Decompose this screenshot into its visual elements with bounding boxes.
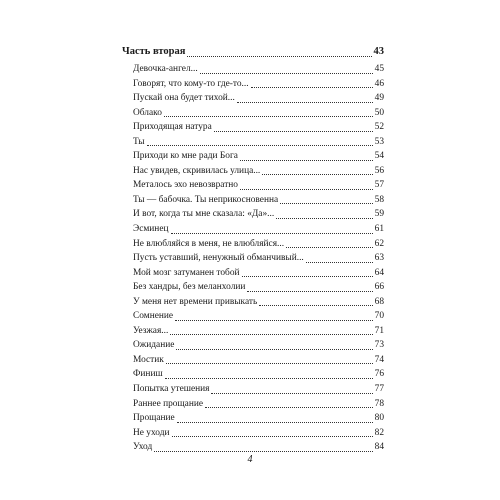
toc-entry-page-number: 62 <box>374 238 384 249</box>
toc-entry-title: Не уходи <box>133 427 170 438</box>
toc-entry <box>133 411 384 426</box>
toc-entry-title: Прощание <box>133 413 175 424</box>
toc-entry-page-number: 50 <box>374 107 384 118</box>
toc-entry-page-number: 82 <box>374 427 384 438</box>
toc-entry-title: У меня нет времени привыкать <box>133 296 258 307</box>
dot-leader <box>170 324 372 335</box>
section-title: Часть вторая <box>122 46 186 57</box>
toc-entry <box>133 367 384 382</box>
dot-leader <box>240 179 373 190</box>
toc-entry <box>133 440 384 455</box>
toc-entry <box>133 426 384 441</box>
toc-entry-title: Попытка утешения <box>133 384 210 395</box>
toc-entry-title: Не влюбляйся в меня, не влюбляйся... <box>133 238 285 249</box>
toc-entry-title: Без хандры, без меланхолии <box>133 282 246 293</box>
toc-entry-title: Облако <box>133 107 162 118</box>
toc-entry-title: Мой мозг затуманен тобой <box>133 267 240 278</box>
toc-entries <box>133 62 384 455</box>
dot-leader <box>276 208 372 219</box>
toc-entry-page-number: 45 <box>374 64 384 74</box>
toc-entry <box>133 164 384 179</box>
toc-entry-title: Сомнение <box>133 311 174 322</box>
dot-leader <box>177 412 373 423</box>
toc-entry <box>133 149 384 164</box>
toc-entry <box>133 120 384 135</box>
toc-entry <box>133 193 384 208</box>
dot-leader <box>240 150 373 161</box>
toc-entry-page-number: 80 <box>374 413 384 424</box>
toc-entry <box>133 309 384 324</box>
toc-entry <box>133 222 384 237</box>
toc-entry-page-number: 58 <box>374 194 384 205</box>
toc-entry-title: Уезжая... <box>133 325 169 336</box>
dot-leader <box>247 281 372 292</box>
dot-leader <box>176 339 372 350</box>
toc-entry-page-number: 78 <box>374 398 384 409</box>
dot-leader <box>262 164 372 175</box>
toc-entry-page-number: 71 <box>374 325 384 336</box>
toc-entry-page-number: 61 <box>374 224 384 235</box>
toc-entry <box>133 62 384 77</box>
toc-entry-title: Приходящая натура <box>133 122 212 133</box>
toc-entry-page-number: 54 <box>374 151 384 162</box>
toc-entry-title: Мостик <box>133 354 164 365</box>
toc-entry-title: Девочка-ангел... <box>133 64 198 74</box>
toc-entry-title: Уход <box>133 442 153 453</box>
toc-entry-title: Приходи ко мне ради Бога <box>133 151 238 162</box>
toc-entry-title: Эсминец <box>133 224 169 235</box>
page-number: 4 <box>247 454 253 465</box>
toc-entry <box>133 397 384 412</box>
toc-entry <box>133 135 384 150</box>
dot-leader <box>175 310 373 321</box>
toc-entry-page-number: 77 <box>374 384 384 395</box>
toc-entry-page-number: 52 <box>374 122 384 133</box>
toc-entry <box>133 353 384 368</box>
toc-entry-page-number: 66 <box>374 282 384 293</box>
dot-leader <box>214 121 373 132</box>
toc-entry-page-number: 74 <box>374 354 384 365</box>
dot-leader <box>200 63 373 74</box>
toc-entry-title: И вот, когда ты мне сказала: «Да»... <box>133 209 275 220</box>
dot-leader <box>166 353 373 364</box>
dot-leader <box>242 266 373 277</box>
dot-leader <box>280 193 372 204</box>
dot-leader <box>164 106 373 117</box>
dot-leader <box>171 223 373 234</box>
toc-section-heading <box>122 44 384 60</box>
toc-entry <box>133 280 384 295</box>
toc-entry <box>133 106 384 121</box>
toc-entry-page-number: 63 <box>374 253 384 264</box>
toc-entry-page-number: 56 <box>374 165 384 176</box>
dot-leader <box>165 368 373 379</box>
dot-leader <box>147 135 373 146</box>
section-page-number: 43 <box>373 46 384 57</box>
toc-entry-title: Нас увидев, скривилась улица... <box>133 165 261 176</box>
toc-entry-title: Ты — бабочка. Ты неприкосновенна <box>133 194 279 205</box>
toc-entry-title: Металось эхо невозвратно <box>133 180 238 191</box>
toc-entry <box>133 178 384 193</box>
toc-entry-title: Финиш <box>133 369 163 380</box>
dot-leader <box>172 426 373 437</box>
dot-leader <box>306 252 373 263</box>
toc-entry <box>133 324 384 339</box>
dot-leader <box>259 295 372 306</box>
toc-entry-page-number: 76 <box>374 369 384 380</box>
toc-entry-title: Ты <box>133 136 145 147</box>
dot-leader <box>187 46 371 57</box>
toc-entry <box>133 266 384 281</box>
toc-entry-page-number: 64 <box>374 267 384 278</box>
dot-leader <box>251 77 373 88</box>
toc-entry <box>133 91 384 106</box>
toc-entry-page-number: 57 <box>374 180 384 191</box>
toc-entry <box>133 295 384 310</box>
toc-entry-page-number: 73 <box>374 340 384 351</box>
toc-entry-page-number: 68 <box>374 296 384 307</box>
toc-entry <box>133 77 384 92</box>
toc-entry-page-number: 53 <box>374 136 384 147</box>
toc-entry <box>133 382 384 397</box>
toc-entry <box>133 251 384 266</box>
toc-entry-title: Пускай она будет тихой... <box>133 93 235 104</box>
toc-entry-title: Ожидание <box>133 340 175 351</box>
toc-entry-page-number: 84 <box>374 442 384 453</box>
toc-entry-title: Пусть уставший, ненужный обманчивый... <box>133 253 304 264</box>
dot-leader <box>211 383 372 394</box>
toc-entry-page-number: 46 <box>374 78 384 89</box>
dot-leader <box>154 441 372 452</box>
toc-entry <box>133 207 384 222</box>
dot-leader <box>205 397 373 408</box>
toc-entry <box>133 237 384 252</box>
toc-entry-page-number: 59 <box>374 209 384 220</box>
dot-leader <box>286 237 373 248</box>
table-of-contents <box>122 44 384 455</box>
toc-entry-title: Говорят, что кому-то где-то... <box>133 78 249 89</box>
toc-entry-title: Раннее прощание <box>133 398 204 409</box>
toc-entry <box>133 338 384 353</box>
dot-leader <box>237 92 373 103</box>
toc-entry-page-number: 49 <box>374 93 384 104</box>
toc-entry-page-number: 70 <box>374 311 384 322</box>
